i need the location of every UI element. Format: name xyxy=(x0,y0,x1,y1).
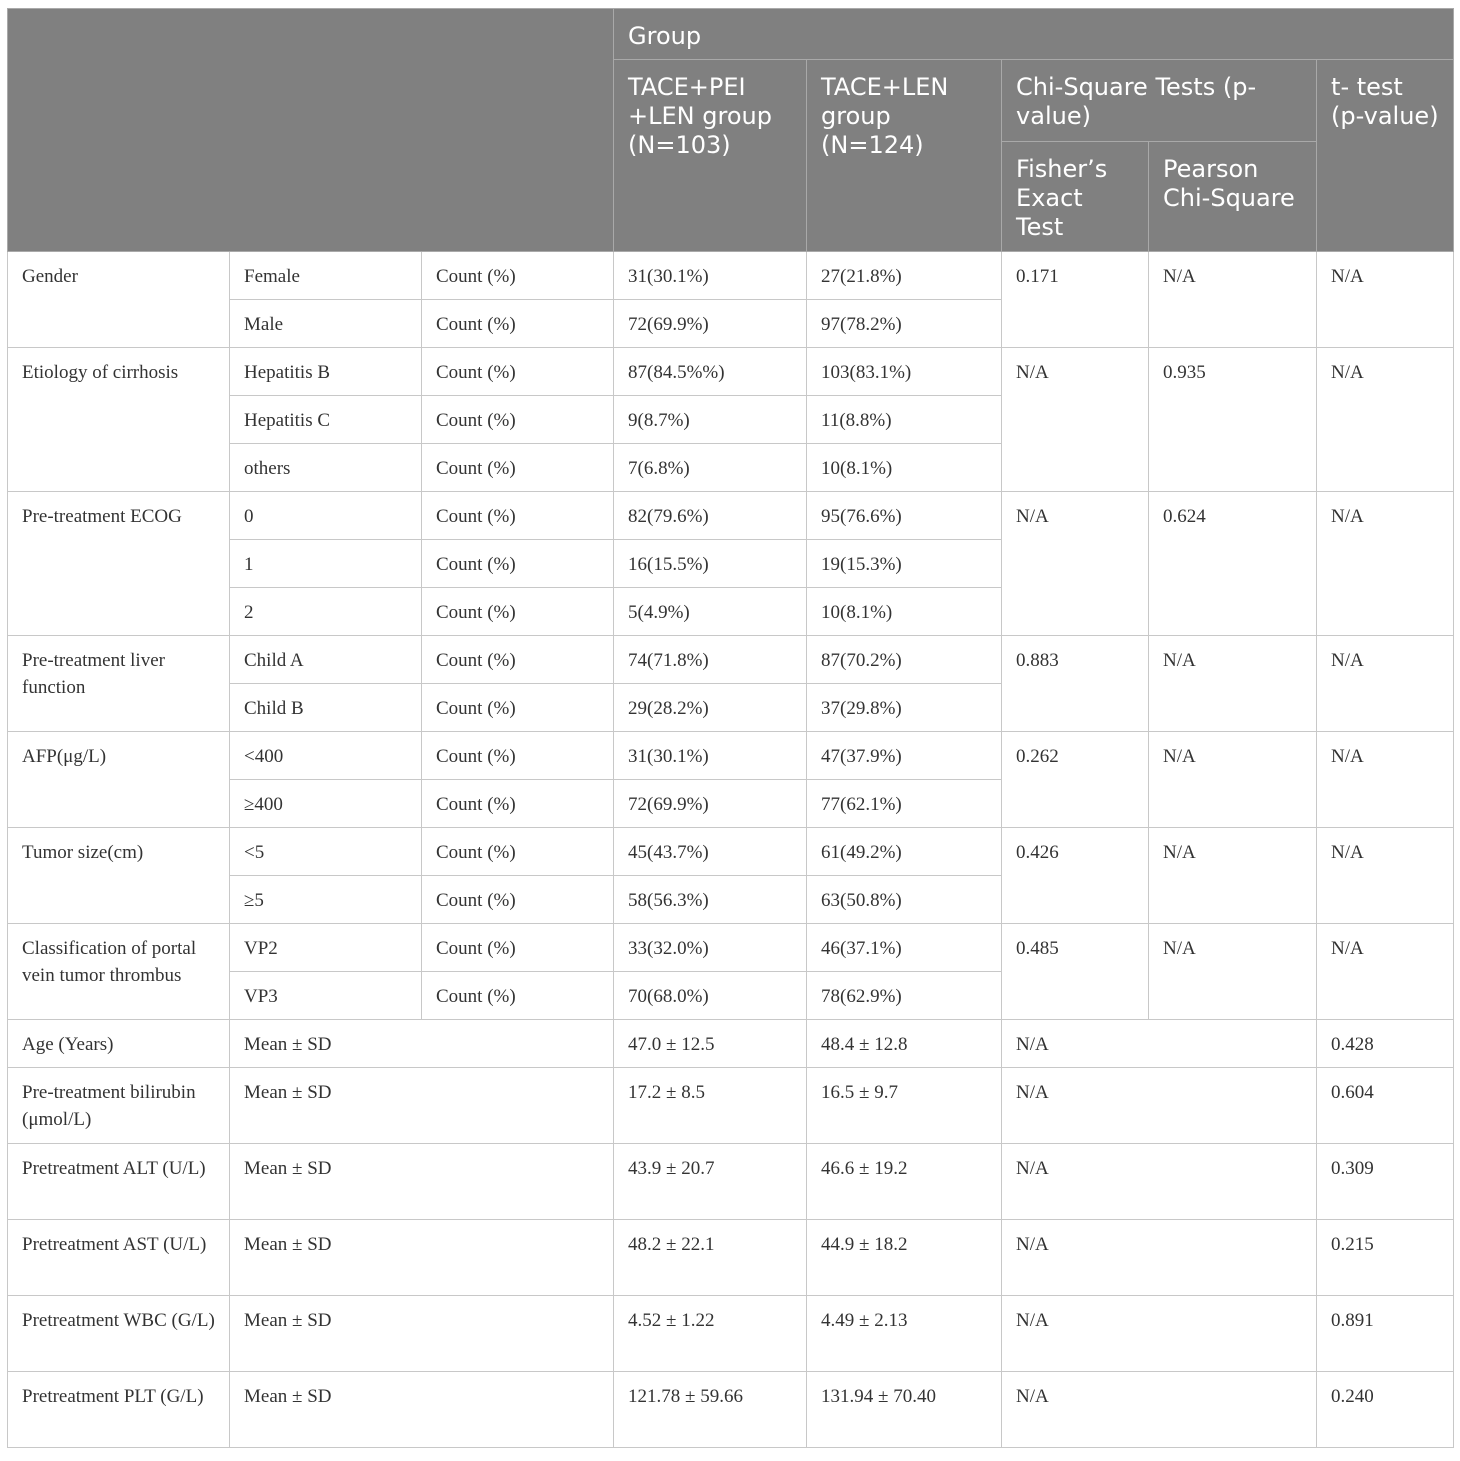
stat-cell: Count (%) xyxy=(422,924,614,972)
stat-cell: Count (%) xyxy=(422,252,614,300)
stat-cell: Count (%) xyxy=(422,972,614,1020)
pei-value-cell: 48.2 ± 22.1 xyxy=(614,1220,807,1296)
ttest-pvalue-cell: N/A xyxy=(1317,636,1454,732)
pei-value-cell: 45(43.7%) xyxy=(614,828,807,876)
chi-square-pvalue-cell: N/A xyxy=(1002,1020,1317,1068)
len-value-cell: 78(62.9%) xyxy=(807,972,1002,1020)
stat-cell: Mean ± SD xyxy=(230,1144,614,1220)
len-value-cell: 87(70.2%) xyxy=(807,636,1002,684)
pei-value-cell: 9(8.7%) xyxy=(614,396,807,444)
len-value-cell: 16.5 ± 9.7 xyxy=(807,1068,1002,1144)
pearson-pvalue-cell: N/A xyxy=(1149,828,1317,924)
pei-value-cell: 31(30.1%) xyxy=(614,252,807,300)
pearson-pvalue-cell: N/A xyxy=(1149,636,1317,732)
stat-cell: Count (%) xyxy=(422,396,614,444)
ttest-pvalue-cell: 0.240 xyxy=(1317,1372,1454,1448)
pei-value-cell: 16(15.5%) xyxy=(614,540,807,588)
variable-cell: Age (Years) xyxy=(8,1020,230,1068)
pei-value-cell: 43.9 ± 20.7 xyxy=(614,1144,807,1220)
baseline-characteristics-table xyxy=(7,8,1454,1448)
fisher-pvalue-cell: N/A xyxy=(1002,348,1149,492)
variable-cell: AFP(μg/L) xyxy=(8,732,230,828)
table-row xyxy=(8,924,1454,972)
stat-cell: Mean ± SD xyxy=(230,1020,614,1068)
stat-cell: Count (%) xyxy=(422,444,614,492)
fisher-pvalue-cell: 0.485 xyxy=(1002,924,1149,1020)
ttest-pvalue-cell: N/A xyxy=(1317,252,1454,348)
level-cell: 2 xyxy=(230,588,422,636)
variable-cell: Pretreatment AST (U/L) xyxy=(8,1220,230,1296)
level-cell: VP3 xyxy=(230,972,422,1020)
level-cell: 0 xyxy=(230,492,422,540)
fisher-pvalue-cell: 0.883 xyxy=(1002,636,1149,732)
table-row xyxy=(8,492,1454,540)
len-value-cell: 48.4 ± 12.8 xyxy=(807,1020,1002,1068)
pei-value-cell: 29(28.2%) xyxy=(614,684,807,732)
pearson-pvalue-cell: N/A xyxy=(1149,924,1317,1020)
pearson-pvalue-cell: N/A xyxy=(1149,252,1317,348)
pei-value-cell: 72(69.9%) xyxy=(614,780,807,828)
pei-value-cell: 82(79.6%) xyxy=(614,492,807,540)
level-cell: others xyxy=(230,444,422,492)
stat-cell: Count (%) xyxy=(422,300,614,348)
level-cell: Male xyxy=(230,300,422,348)
table-row xyxy=(8,1068,1454,1144)
stat-cell: Count (%) xyxy=(422,636,614,684)
pei-value-cell: 5(4.9%) xyxy=(614,588,807,636)
len-value-cell: 37(29.8%) xyxy=(807,684,1002,732)
level-cell: Hepatitis B xyxy=(230,348,422,396)
len-value-cell: 19(15.3%) xyxy=(807,540,1002,588)
header-t-test: t- test (p-value) xyxy=(1317,60,1454,252)
stat-cell: Mean ± SD xyxy=(230,1068,614,1144)
len-value-cell: 46.6 ± 19.2 xyxy=(807,1144,1002,1220)
fisher-pvalue-cell: 0.262 xyxy=(1002,732,1149,828)
chi-square-pvalue-cell: N/A xyxy=(1002,1068,1317,1144)
stat-cell: Mean ± SD xyxy=(230,1372,614,1448)
variable-cell: Tumor size(cm) xyxy=(8,828,230,924)
len-value-cell: 4.49 ± 2.13 xyxy=(807,1296,1002,1372)
table-row xyxy=(8,1020,1454,1068)
table-row xyxy=(8,732,1454,780)
variable-cell: Pretreatment WBC (G/L) xyxy=(8,1296,230,1372)
pearson-pvalue-cell: 0.935 xyxy=(1149,348,1317,492)
ttest-pvalue-cell: N/A xyxy=(1317,492,1454,636)
chi-square-pvalue-cell: N/A xyxy=(1002,1372,1317,1448)
ttest-pvalue-cell: N/A xyxy=(1317,732,1454,828)
variable-cell: Pretreatment ALT (U/L) xyxy=(8,1144,230,1220)
stat-cell: Mean ± SD xyxy=(230,1220,614,1296)
table-row xyxy=(8,348,1454,396)
level-cell: Child A xyxy=(230,636,422,684)
stat-cell: Count (%) xyxy=(422,348,614,396)
len-value-cell: 47(37.9%) xyxy=(807,732,1002,780)
pearson-pvalue-cell: N/A xyxy=(1149,732,1317,828)
ttest-pvalue-cell: N/A xyxy=(1317,348,1454,492)
len-value-cell: 97(78.2%) xyxy=(807,300,1002,348)
stat-cell: Count (%) xyxy=(422,828,614,876)
len-value-cell: 46(37.1%) xyxy=(807,924,1002,972)
stat-cell: Mean ± SD xyxy=(230,1296,614,1372)
table-row xyxy=(8,252,1454,300)
stat-cell: Count (%) xyxy=(422,876,614,924)
level-cell: Female xyxy=(230,252,422,300)
pei-value-cell: 7(6.8%) xyxy=(614,444,807,492)
fisher-pvalue-cell: N/A xyxy=(1002,492,1149,636)
chi-square-pvalue-cell: N/A xyxy=(1002,1220,1317,1296)
ttest-pvalue-cell: 0.428 xyxy=(1317,1020,1454,1068)
ttest-pvalue-cell: 0.891 xyxy=(1317,1296,1454,1372)
len-value-cell: 11(8.8%) xyxy=(807,396,1002,444)
header-col-len: TACE+LEN group (N=124) xyxy=(807,60,1002,252)
header-pearson: Pearson Chi-Square xyxy=(1149,142,1317,252)
table-row xyxy=(8,1372,1454,1448)
level-cell: ≥400 xyxy=(230,780,422,828)
variable-cell: Pre-treatment liver function xyxy=(8,636,230,732)
stat-cell: Count (%) xyxy=(422,732,614,780)
len-value-cell: 77(62.1%) xyxy=(807,780,1002,828)
pei-value-cell: 4.52 ± 1.22 xyxy=(614,1296,807,1372)
len-value-cell: 10(8.1%) xyxy=(807,444,1002,492)
stat-cell: Count (%) xyxy=(422,540,614,588)
header-group: Group xyxy=(614,9,1454,60)
len-value-cell: 131.94 ± 70.40 xyxy=(807,1372,1002,1448)
pearson-pvalue-cell: 0.624 xyxy=(1149,492,1317,636)
table-row xyxy=(8,1144,1454,1220)
table-body xyxy=(8,252,1454,1448)
header-fisher: Fisher’s Exact Test xyxy=(1002,142,1149,252)
ttest-pvalue-cell: N/A xyxy=(1317,828,1454,924)
pei-value-cell: 74(71.8%) xyxy=(614,636,807,684)
level-cell: VP2 xyxy=(230,924,422,972)
level-cell: Child B xyxy=(230,684,422,732)
fisher-pvalue-cell: 0.171 xyxy=(1002,252,1149,348)
len-value-cell: 63(50.8%) xyxy=(807,876,1002,924)
variable-cell: Gender xyxy=(8,252,230,348)
pei-value-cell: 31(30.1%) xyxy=(614,732,807,780)
level-cell: 1 xyxy=(230,540,422,588)
level-cell: ≥5 xyxy=(230,876,422,924)
stat-cell: Count (%) xyxy=(422,684,614,732)
ttest-pvalue-cell: 0.215 xyxy=(1317,1220,1454,1296)
variable-cell: Pre-treatment ECOG xyxy=(8,492,230,636)
level-cell: Hepatitis C xyxy=(230,396,422,444)
ttest-pvalue-cell: N/A xyxy=(1317,924,1454,1020)
header-col-pei: TACE+PEI +LEN group (N=103) xyxy=(614,60,807,252)
stat-cell: Count (%) xyxy=(422,492,614,540)
variable-cell: Etiology of cirrhosis xyxy=(8,348,230,492)
stat-cell: Count (%) xyxy=(422,588,614,636)
header-blank-cell xyxy=(8,9,614,252)
pei-value-cell: 87(84.5%%) xyxy=(614,348,807,396)
pei-value-cell: 72(69.9%) xyxy=(614,300,807,348)
pei-value-cell: 121.78 ± 59.66 xyxy=(614,1372,807,1448)
variable-cell: Pretreatment PLT (G/L) xyxy=(8,1372,230,1448)
level-cell: <5 xyxy=(230,828,422,876)
header-chi-square: Chi-Square Tests (p-value) xyxy=(1002,60,1317,142)
chi-square-pvalue-cell: N/A xyxy=(1002,1144,1317,1220)
len-value-cell: 95(76.6%) xyxy=(807,492,1002,540)
ttest-pvalue-cell: 0.309 xyxy=(1317,1144,1454,1220)
table-row xyxy=(8,828,1454,876)
table-row xyxy=(8,636,1454,684)
table-row xyxy=(8,1296,1454,1372)
variable-cell: Classification of portal vein tumor thrombus xyxy=(8,924,230,1020)
chi-square-pvalue-cell: N/A xyxy=(1002,1296,1317,1372)
pei-value-cell: 70(68.0%) xyxy=(614,972,807,1020)
len-value-cell: 10(8.1%) xyxy=(807,588,1002,636)
pei-value-cell: 58(56.3%) xyxy=(614,876,807,924)
stat-cell: Count (%) xyxy=(422,780,614,828)
variable-cell: Pre-treatment bilirubin (μmol/L) xyxy=(8,1068,230,1144)
pei-value-cell: 33(32.0%) xyxy=(614,924,807,972)
ttest-pvalue-cell: 0.604 xyxy=(1317,1068,1454,1144)
table-header xyxy=(8,9,1454,252)
len-value-cell: 44.9 ± 18.2 xyxy=(807,1220,1002,1296)
pei-value-cell: 17.2 ± 8.5 xyxy=(614,1068,807,1144)
fisher-pvalue-cell: 0.426 xyxy=(1002,828,1149,924)
level-cell: <400 xyxy=(230,732,422,780)
len-value-cell: 103(83.1%) xyxy=(807,348,1002,396)
pei-value-cell: 47.0 ± 12.5 xyxy=(614,1020,807,1068)
len-value-cell: 27(21.8%) xyxy=(807,252,1002,300)
table-row xyxy=(8,1220,1454,1296)
len-value-cell: 61(49.2%) xyxy=(807,828,1002,876)
